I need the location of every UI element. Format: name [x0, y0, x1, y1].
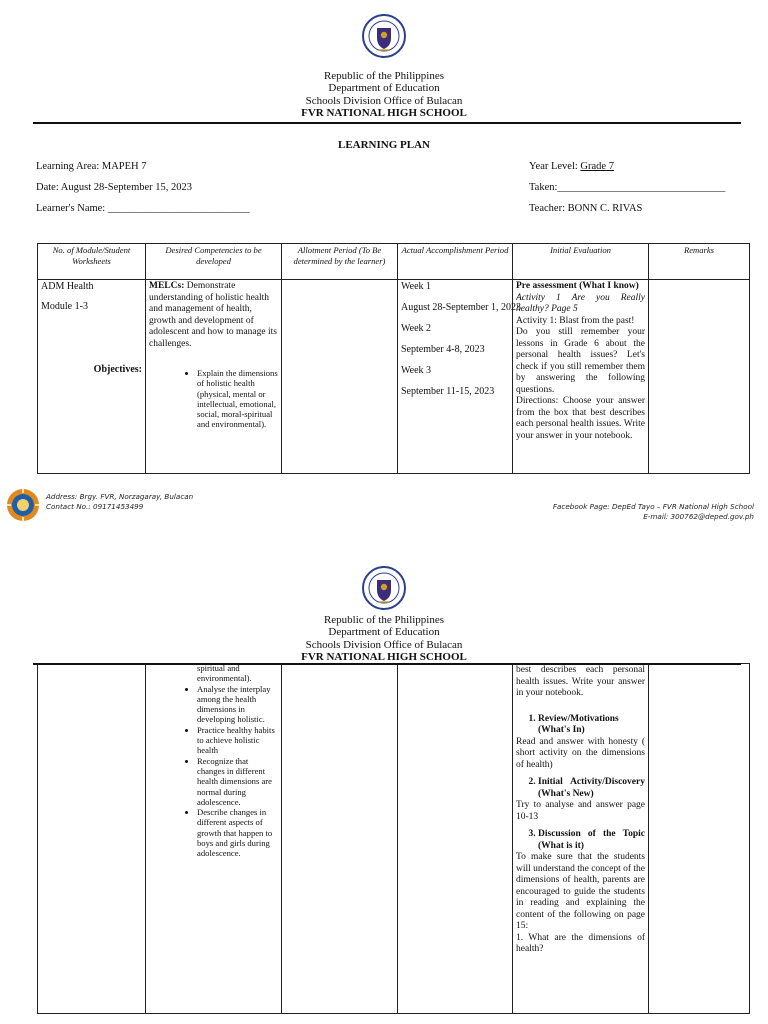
- list-item: • Analyse the interplay among the health dimensions in developing holistic.: [197, 684, 278, 725]
- header-accomplishment: Actual Accomplishment Period: [398, 244, 513, 280]
- week-dates: September 11-15, 2023: [401, 386, 495, 397]
- teacher-name: Teacher: BONN C. RIVAS: [529, 203, 643, 214]
- list-item: • Describe changes in different aspects of growth that happen to boys and girls during adolescence.: [197, 807, 278, 858]
- week-label: Week 1: [401, 281, 432, 292]
- module-cell: [38, 280, 146, 474]
- header-republic: Republic of the Philippines: [323, 614, 445, 626]
- step-title: 2. Initial Activity/Discovery (What's New): [538, 777, 645, 800]
- lesson-steps: [516, 714, 645, 737]
- list-item: spiritual and environmental).: [197, 665, 252, 684]
- list-item: • Explain the dimensions of holistic health (physical, mental or intellectual, emotional, social, moral-spiritual and environmental).: [197, 368, 278, 430]
- week-dates: August 28-September 1, 2023: [401, 302, 521, 313]
- header-evaluation: Initial Evaluation: [513, 244, 649, 280]
- remarks-cell: [649, 664, 750, 1014]
- header-rule: [33, 122, 741, 124]
- activity-directions: Directions: Choose your answer from the box that best describes each personal health issues. Write your answer in your notebook.: [516, 396, 645, 441]
- objectives-list: [149, 684, 278, 859]
- evaluation-cell: [513, 280, 649, 474]
- activity-question: Do you still remember your lessons in Grade 6 about the personal health issues? Let's check if you still remember them by answering the following questions.: [516, 327, 645, 395]
- evaluation-cell: [513, 664, 649, 1014]
- learner-name-field: Learner's Name: ___________________________: [36, 203, 250, 214]
- step-title: 3. Discussion of the Topic (What is it): [538, 829, 645, 852]
- footer-facebook: Facebook Page: DepEd Tayo – FVR National High School: [552, 502, 754, 511]
- competencies-cell: [146, 280, 282, 474]
- week-label: Week 2: [401, 323, 432, 334]
- page-title: LEARNING PLAN: [338, 139, 430, 151]
- step-title: 1. Review/Motivations (What's In): [538, 714, 645, 737]
- learning-area: Learning Area: MAPEH 7: [36, 161, 147, 172]
- header-school: FVR NATIONAL HIGH SCHOOL: [301, 107, 467, 119]
- objectives-continued: [149, 665, 278, 684]
- footer-email: E-mail: 300762@deped.gov.ph: [643, 512, 754, 521]
- header-module: No. of Module/Student Worksheets: [38, 244, 146, 280]
- step-body: Try to analyse and answer page 10-13: [516, 800, 645, 822]
- taken-field: Taken:________________________________: [529, 182, 726, 193]
- header-remarks: Remarks: [649, 244, 750, 280]
- deped-seal-icon: [362, 14, 406, 58]
- date-range: Date: August 28-September 15, 2023: [36, 182, 193, 193]
- table-row: [38, 664, 750, 1014]
- header-division: Schools Division Office of Bulacan: [305, 639, 463, 651]
- activity-italic: Activity 1 Are you Really healthy? Page 5: [516, 292, 645, 314]
- objectives-list: [149, 368, 278, 430]
- week-dates: September 4-8, 2023: [401, 344, 485, 355]
- step-question: 1. What are the dimensions of health?: [516, 932, 645, 954]
- week-label: Week 3: [401, 365, 432, 376]
- footer-address: Address: Brgy. FVR, Norzagaray, Bulacan: [46, 492, 194, 501]
- year-level: Year Level: Grade 7: [529, 161, 614, 172]
- module-range: Module 1-3: [41, 301, 88, 312]
- pre-assessment-title: Pre assessment (What I know): [516, 281, 639, 291]
- lesson-steps: [516, 777, 645, 800]
- school-logo-icon: [6, 488, 40, 522]
- header-school: FVR NATIONAL HIGH SCHOOL: [301, 651, 467, 663]
- directions-continued: best describes each personal health issues. Write your answer in your notebook.: [516, 665, 645, 698]
- header-division: Schools Division Office of Bulacan: [305, 95, 463, 107]
- lesson-steps: [516, 829, 645, 852]
- step-body: To make sure that the students will understand the concept of the dimensions of health, parents are encouraged to guide the students in reading and explaining the content of the following on page 15:: [516, 852, 645, 931]
- competencies-cell: [146, 664, 282, 1014]
- allotment-cell: [282, 664, 398, 1014]
- learning-plan-table-continued: [37, 663, 750, 1014]
- deped-seal-icon: [362, 566, 406, 610]
- remarks-cell: [649, 280, 750, 474]
- accomplishment-cell: [398, 664, 513, 1014]
- table-row: [38, 280, 750, 474]
- list-item: • Practice healthy habits to achieve holistic health: [197, 725, 278, 756]
- module-cell: [38, 664, 146, 1014]
- step-body: Read and answer with honesty ( short activity on the dimensions of health): [516, 736, 645, 770]
- header-department: Department of Education: [328, 626, 440, 638]
- melcs-text: MELCs: Demonstrate understanding of holistic health and management of health, growth and development of adolescent and how to manage its challenges.: [149, 281, 277, 349]
- footer-contact: Contact No.: 09171453499: [46, 502, 144, 511]
- header-rule: [33, 663, 741, 665]
- activity-one: Activity 1: Blast from the past!: [516, 315, 635, 326]
- header-department: Department of Education: [328, 82, 440, 94]
- header-allotment: Allotment Period (To Be determined by the learner): [282, 244, 398, 280]
- module-name: ADM Health: [41, 281, 94, 292]
- objectives-label: Objectives:: [93, 364, 142, 375]
- header-competencies: Desired Competencies to be developed: [146, 244, 282, 280]
- header-republic: Republic of the Philippines: [323, 70, 445, 82]
- accomplishment-cell: [398, 280, 521, 474]
- allotment-cell: [282, 280, 398, 474]
- table-header-row: [38, 244, 750, 280]
- learning-plan-table: [37, 243, 750, 474]
- list-item: • Recognize that changes in different health dimensions are normal during adolescence.: [197, 756, 278, 807]
